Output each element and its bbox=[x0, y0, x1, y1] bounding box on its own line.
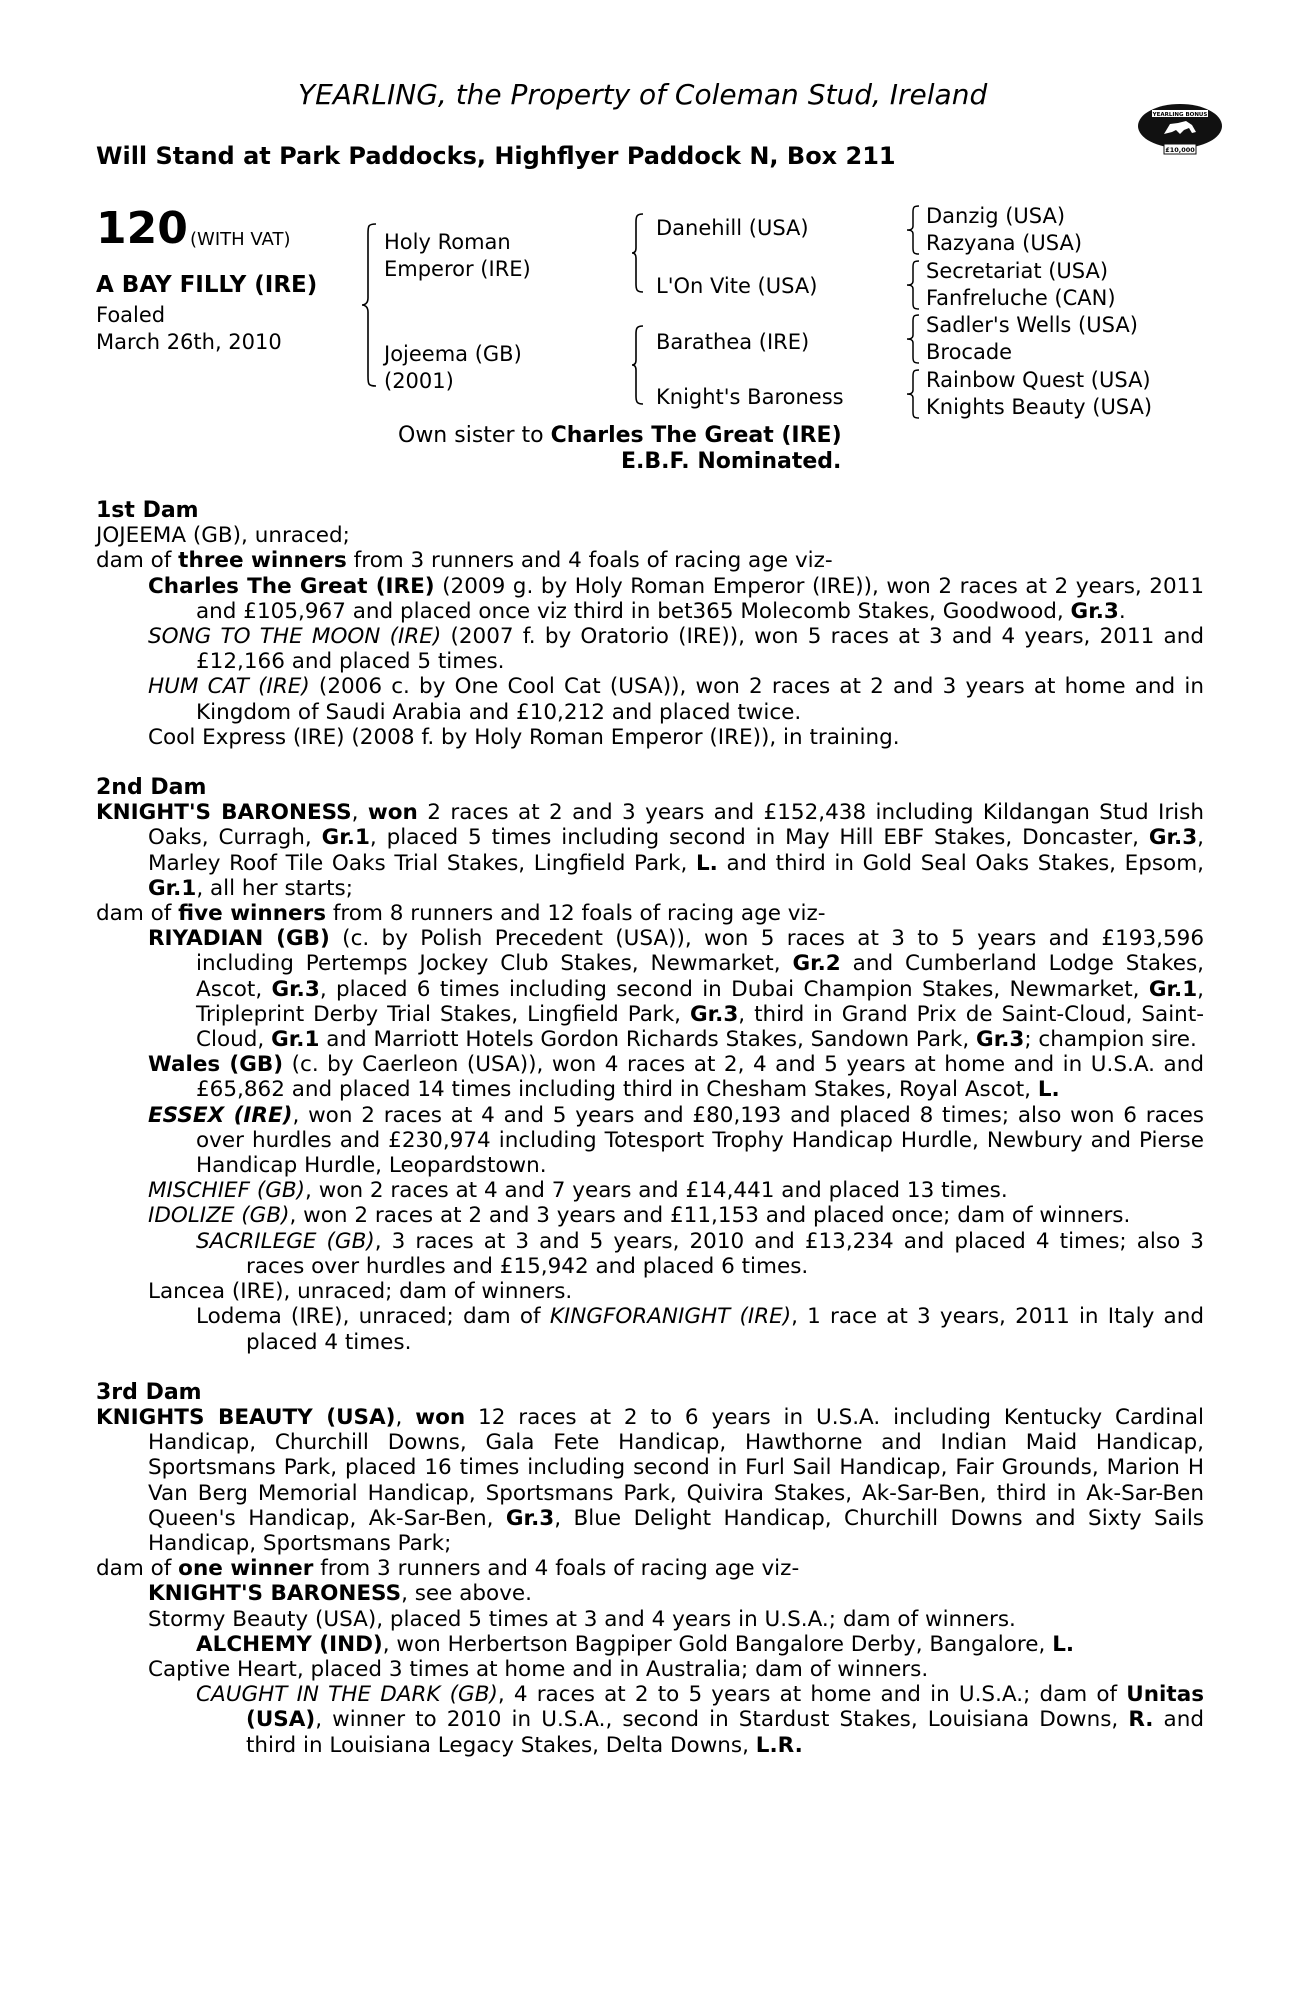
sire-dam-brace-icon bbox=[360, 222, 380, 388]
first-dam-heading: 1st Dam bbox=[96, 498, 199, 523]
foaled-info bbox=[96, 302, 282, 356]
produce-entry: CAUGHT IN THE DARK (GB), 4 races at 2 to 5 years at home and in U.S.A.; dam of Unitas (USA), winner to 2010 in U.S.A., second in Stardust Stakes, Louisiana Downs, R. and third in Louisiana Legacy Stakes, Delta Downs, L.R. bbox=[196, 1682, 1204, 1758]
catalogue-body bbox=[96, 498, 1204, 1758]
ped-dsd: Brocade bbox=[926, 340, 1013, 364]
second-dam-heading: 2nd Dam bbox=[96, 775, 207, 801]
own-sister-name: Charles The Great (IRE) bbox=[550, 423, 842, 448]
badge-top-text: YEARLING BONUS bbox=[1152, 112, 1208, 118]
own-sister-note: Own sister to Charles The Great (IRE) bbox=[398, 423, 842, 448]
dam-name-1: Jojeema (GB) bbox=[384, 342, 522, 366]
third-dam-produce: dam of one winner from 3 runners and 4 foals of racing age viz- bbox=[96, 1556, 800, 1582]
first-dam-line: JOJEEMA (GB), unraced; bbox=[96, 523, 350, 549]
produce-entry: MISCHIEF (GB), won 2 races at 4 and 7 years and £14,441 and placed 13 times. bbox=[148, 1178, 1008, 1204]
produce-entry: Stormy Beauty (USA), placed 5 times at 3 and 4 years in U.S.A.; dam of winners. bbox=[148, 1606, 1016, 1632]
produce-entry: Charles The Great (IRE) (2009 g. by Holy Roman Emperor (IRE)), won 2 races at 2 years, 2011 and £105,967 and placed once viz third in bet365 Molecomb Stakes, Goodwood, Gr.3. bbox=[148, 573, 1205, 624]
brace-sd-icon bbox=[904, 259, 922, 311]
ped-ssd: Razyana (USA) bbox=[926, 231, 1083, 255]
produce-entry: HUM CAT (IRE) (2006 c. by One Cool Cat (USA)), won 2 races at 2 and 3 years at home and in Kingdom of Saudi Arabia and £10,212 and placed twice. bbox=[148, 674, 1204, 725]
produce-entry: ESSEX (IRE), won 2 races at 4 and 5 years and £80,193 and placed 8 times; also won 6 races over hurdles and £230,974 including Totesport Trophy Handicap Hurdle, Newbury and Pierse Handicap Hurdle, Leopardstown. bbox=[148, 1102, 1204, 1179]
foaled-label: Foaled bbox=[96, 303, 166, 327]
third-dam-heading: 3rd Dam bbox=[96, 1379, 202, 1405]
dam-dam: Knight's Baroness bbox=[656, 385, 844, 409]
produce-entry: Lodema (IRE), unraced; dam of KINGFORANIGHT (IRE), 1 race at 3 years, 2011 in Italy and placed 4 times. bbox=[196, 1304, 1205, 1355]
produce-entry: RIYADIAN (GB) (c. by Polish Precedent (USA)), won 5 races at 3 to 5 years and £193,596 including Pertemps Jockey Club Stakes, Newmarket, Gr.2 and Cumberland Lodge Stakes, Ascot, Gr.3, placed 6 times including second in Dubai Champion Stakes, Newmarket, Gr.1, Tripleprint Derby Trial Stakes, Lingfield Park, Gr.3, third in Grand Prix de Saint-Cloud, Saint-Cloud, Gr.1 and Marriott Hotels Gordon Richards Stakes, Sandown Park, Gr.3; champion sire. bbox=[148, 926, 1205, 1053]
sire-name-2: Emperor (IRE) bbox=[384, 257, 531, 281]
produce-entry: IDOLIZE (GB), won 2 races at 2 and 3 years and £11,153 and placed once; dam of winners. bbox=[148, 1203, 1131, 1229]
first-dam-produce: dam of three winners from 3 runners and 4 foals of racing age viz- bbox=[96, 548, 833, 574]
ped-ddd: Knights Beauty (USA) bbox=[926, 395, 1153, 419]
produce-entry: Wales (GB) (c. by Caerleon (USA)), won 4 races at 2, 4 and 5 years at home and in U.S.A. and £65,862 and placed 14 times including third in Chesham Stakes, Royal Ascot, L. bbox=[148, 1052, 1204, 1103]
stand-location: Will Stand at Park Paddocks, Highflyer Paddock N, Box 211 bbox=[96, 142, 896, 170]
brace-ds-icon bbox=[904, 313, 922, 365]
dam-sire: Barathea (IRE) bbox=[656, 330, 810, 354]
produce-entry: SONG TO THE MOON (IRE) (2007 f. by Oratorio (IRE)), won 5 races at 3 and 4 years, 2011 and £12,166 and placed 5 times. bbox=[148, 624, 1204, 675]
sire-brace-icon bbox=[630, 212, 646, 294]
vat-note: (WITH VAT) bbox=[190, 229, 291, 250]
lot-name: A BAY FILLY (IRE) bbox=[96, 272, 318, 298]
produce-entry: SACRILEGE (GB), 3 races at 3 and 5 years, 2010 and £13,234 and placed 4 times; also 3 races over hurdles and £15,942 and placed 6 times. bbox=[196, 1228, 1204, 1279]
brace-dd-icon bbox=[904, 368, 922, 420]
ebf-note: E.B.F. Nominated. bbox=[621, 449, 842, 474]
ped-dds: Rainbow Quest (USA) bbox=[926, 368, 1151, 392]
second-dam-produce: dam of five winners from 8 runners and 12 foals of racing age viz- bbox=[96, 901, 826, 927]
dam-brace-icon bbox=[630, 324, 646, 406]
badge-bottom-text: £10,000 bbox=[1165, 146, 1195, 154]
brace-ss-icon bbox=[904, 204, 922, 256]
page-title: YEARLING, the Property of Coleman Stud, Ireland bbox=[298, 78, 988, 111]
sire-sire: Danehill (USA) bbox=[656, 216, 809, 240]
ped-dss: Sadler's Wells (USA) bbox=[926, 313, 1138, 337]
foaled-date: March 26th, 2010 bbox=[96, 330, 282, 354]
ped-sds: Secretariat (USA) bbox=[926, 259, 1109, 283]
yearling-bonus-badge-icon bbox=[1134, 96, 1226, 160]
sire-name-1: Holy Roman bbox=[384, 230, 511, 254]
produce-entry: Captive Heart, placed 3 times at home and in Australia; dam of winners. bbox=[148, 1656, 929, 1682]
produce-entry: KNIGHT'S BARONESS, see above. bbox=[148, 1581, 532, 1607]
second-dam-record: KNIGHT'S BARONESS, won 2 races at 2 and 3 years and £152,438 including Kildangan Stud Irish Oaks, Curragh, Gr.1, placed 5 times including second in May Hill EBF Stakes, Doncaster, Gr.3, Marley Roof Tile Oaks Trial Stakes, Lingfield Park, L. and third in Gold Seal Oaks Stakes, Epsom, Gr.1, all her starts; bbox=[96, 800, 1204, 901]
produce-entry: Lancea (IRE), unraced; dam of winners. bbox=[148, 1279, 573, 1305]
ped-sdd: Fanfreluche (CAN) bbox=[926, 286, 1116, 310]
produce-entry: Cool Express (IRE) (2008 f. by Holy Roman Emperor (IRE)), in training. bbox=[148, 724, 900, 750]
third-dam-record: KNIGHTS BEAUTY (USA), won 12 races at 2 to 6 years in U.S.A. including Kentucky Cardinal Handicap, Churchill Downs, Gala Fete Handicap, Hawthorne and Indian Maid Handicap, Sportsmans Park, placed 16 times including second in Furl Sail Handicap, Fair Grounds, Marion H Van Berg Memorial Handicap, Sportsmans Park, Quivira Stakes, Ak-Sar-Ben, third in Ak-Sar-Ben Queen's Handicap, Ak-Sar-Ben, Gr.3, Blue Delight Handicap, Churchill Downs and Sixty Sails Handicap, Sportsmans Park; bbox=[96, 1404, 1204, 1556]
lot-number: 120 bbox=[96, 203, 188, 254]
sire-dam: L'On Vite (USA) bbox=[656, 274, 818, 298]
dam-name-2: (2001) bbox=[384, 369, 454, 393]
ped-sss: Danzig (USA) bbox=[926, 204, 1066, 228]
produce-entry: ALCHEMY (IND), won Herbertson Bagpiper Gold Bangalore Derby, Bangalore, L. bbox=[196, 1631, 1075, 1657]
